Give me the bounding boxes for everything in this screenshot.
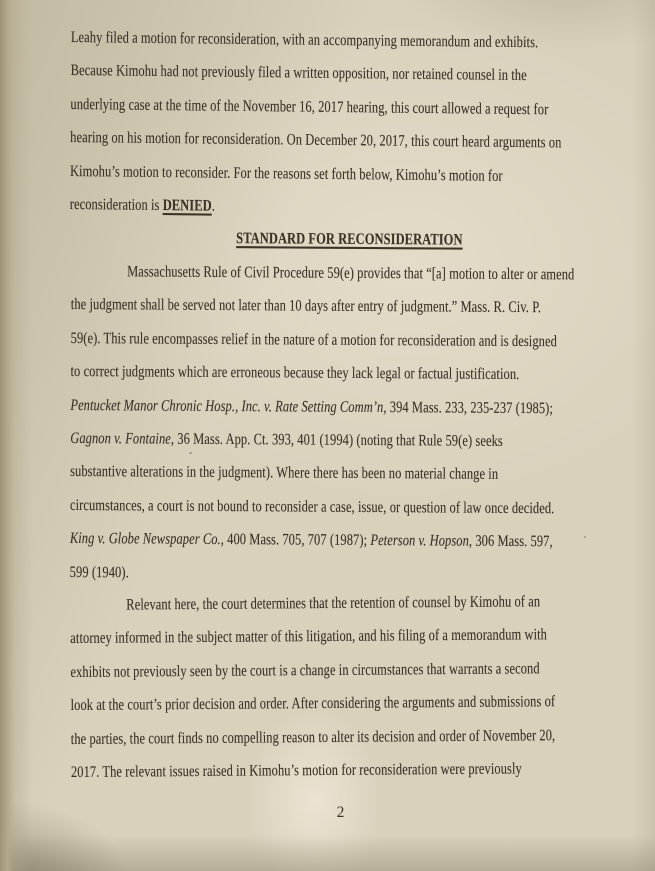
text-line [71,221,628,258]
opening-paragraph [70,21,628,228]
text-run: , 36 Mass. App. Ct. 393, 401 (1994) (noting that Rule 59(e) seeks [170,430,503,450]
page-number: 2 [336,804,345,821]
text-run: circumstances, a court is not bound to reconsider a case, issue, or question of law once decided. [69,496,555,517]
case-citation: King v. Globe Newspaper Co. [69,529,221,548]
text-run: , 400 Mass. 705, 707 (1987); [220,530,371,549]
application-paragraph [70,584,628,789]
text-run: . [211,197,216,215]
text-line [70,121,627,161]
text-line [71,322,628,359]
case-citation: Peterson v. Hopson [370,531,469,550]
text-run: Because Kimohu had not previously filed a written opposition, nor retained counsel in the [70,62,527,85]
document-body [71,21,628,789]
text-run: reconsideration is [69,195,163,214]
text-run: Kimohu’s motion to reconsider. For the reasons set forth below, Kimohu’s motion for [69,162,503,185]
text-run: exhibits not previously seen by the court is a change in circumstances that warrants a second [70,659,540,681]
text-run: attorney informed in the subject matter of this litigation, and his filing of a memorandum with [70,626,548,648]
text-line [71,288,628,325]
heading-text: STANDARD FOR RECONSIDERATION [236,230,463,249]
text-run: 2017. The relevant issues raised in Kimohu’s motion for reconsideration were previously [70,760,522,781]
text-line [71,751,628,789]
denied-ruling: DENIED [162,196,212,215]
text-run: the parties, the court finds no compelling reason to alter its decision and order of November 20, [70,726,556,748]
text-run: Leahy filed a motion for reconsideration, with an accompanying memorandum and exhibits. [70,28,539,52]
text-run: 59(e). This rule encompasses relief in the nature of a motion for reconsideration and is designed [70,329,557,350]
text-run: , 306 Mass. 597, [468,532,553,551]
text-line [71,255,628,292]
text-line [70,651,627,689]
text-line [70,522,627,559]
text-run: underlying case at the time of the November 16, 2017 hearing, this court allowed a request for [70,95,549,119]
text-line [70,584,627,622]
text-run: to correct judgments which are erroneous because they lack legal or factual justification. [70,362,520,383]
case-citation: Gagnon v. Fontaine [70,429,171,448]
standard-paragraph [70,255,628,593]
section-heading [71,221,628,258]
text-line [70,422,627,459]
text-run: the judgment shall be served not later than 10 days after entry of judgment.” Mass. R. Civ. P. [70,296,542,317]
text-line [70,618,627,656]
case-citation: Pentucket Manor Chronic Hosp., Inc. v. Rate Setting Comm’n [70,396,384,416]
text-run: Massachusetts Rule of Civil Procedure 59(e) provides that “[a] motion to alter or amend [127,263,575,284]
text-line [70,355,627,392]
text-run: substantive alterations in the judgment). Where there has been no material change in [70,463,499,483]
text-run: look at the court’s prior decision and order. After considering the arguments and submissions of [70,693,556,714]
text-run: Relevant here, the court determines that the retention of counsel by Kimohu of an [126,592,541,614]
text-run: 599 (1940). [69,563,129,581]
text-line [70,488,627,525]
text-line [71,684,628,722]
text-run: , 394 Mass. 233, 235-237 (1985); [383,398,554,417]
text-line [70,455,627,492]
text-line [71,718,628,756]
text-line [70,388,627,425]
text-run: hearing on his motion for reconsideration. On December 20, 2017, this court heard arguments on [70,129,562,152]
